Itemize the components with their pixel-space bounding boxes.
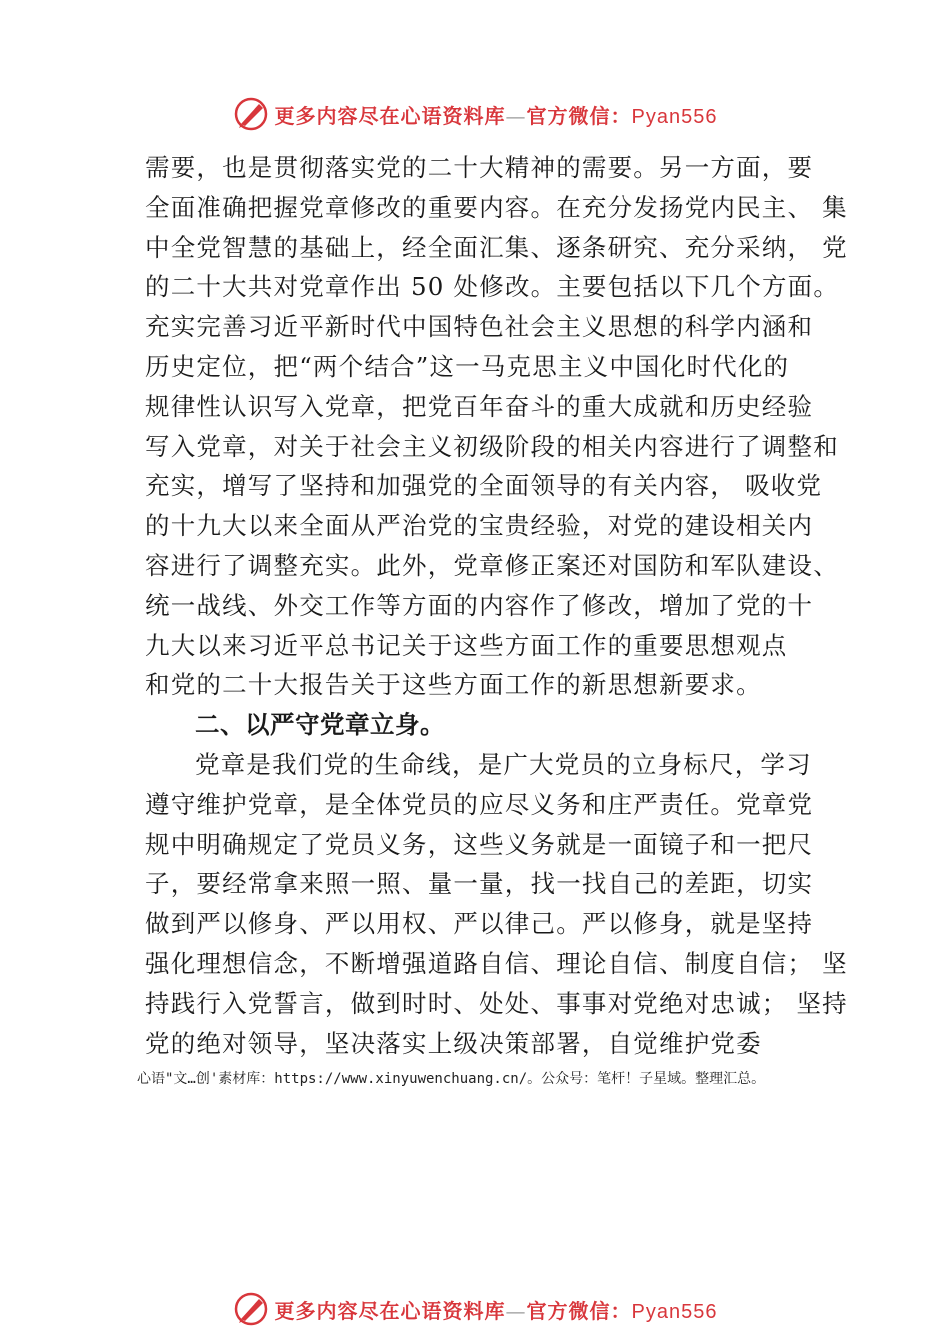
paragraph-line: 子，要经常拿来照一照、量一量，找一找自己的差距，切实 — [145, 869, 814, 899]
paragraph-line: 写入党章，对关于社会主义初级阶段的相关内容进行了调整和 — [145, 431, 839, 461]
paragraph-line: 历史定位，把“两个结合”这一马克思主义中国化时代化的 — [145, 351, 790, 381]
paragraph-line: 全面准确把握党章修改的重要内容。在充分发扬党内民主、 集 — [145, 192, 848, 222]
paragraph-line: 遵守维护党章，是全体党员的应尽义务和庄严责任。党章党 — [145, 789, 814, 819]
banner-wechat-id: Pyan556 — [631, 1300, 718, 1323]
paragraph-line: 持践行入党誓言，做到时时、处处、事事对党绝对忠诚； 坚持 — [145, 988, 848, 1018]
banner-dash: — — [505, 1298, 527, 1323]
paragraph-line: 党的绝对领导，坚决落实上级决策部署，自觉维护党委 — [145, 1028, 762, 1058]
paragraph-line: 党章是我们党的生命线，是广大党员的立身标尺，学习 — [195, 749, 812, 779]
paragraph-line: 统一战线、外交工作等方面的内容作了修改，增加了党的十 — [145, 590, 814, 620]
paragraph-line: 容进行了调整充实。此外，党章修正案还对国防和军队建设、 — [145, 550, 839, 580]
banner-text — [275, 1295, 718, 1324]
paragraph-line: 做到严以修身、严以用权、严以律己。严以修身，就是坚持 — [145, 909, 814, 939]
paragraph-line: 中全党智慧的基础上，经全面汇集、逐条研究、充分采纳， 党 — [145, 232, 848, 262]
header-banner — [0, 94, 950, 134]
banner-wechat-id: Pyan556 — [631, 105, 718, 128]
paragraph-line: 规中明确规定了党员义务，这些义务就是一面镜子和一把尺 — [145, 829, 814, 859]
footnote: 心语"文…创'素材库：https://www.xinyuwenchuang.cn/。公众号：笔杆！子星域。整理汇总。 — [137, 1071, 766, 1087]
paragraph-line: 九大以来习近平总书记关于这些方面工作的重要思想观点 — [145, 630, 788, 660]
section-heading: 二、以严守党章立身。 — [195, 710, 445, 740]
paragraph-line: 充实，增写了坚持和加强党的全面领导的有关内容， 吸收党 — [145, 471, 823, 501]
paragraph-line: 规律性认识写入党章，把党百年奋斗的重大成就和历史经验 — [145, 391, 814, 421]
banner-dash: — — [505, 103, 527, 128]
banner-wechat-label: 官方微信： — [526, 103, 632, 128]
paragraph-line: 的十九大以来全面从严治党的宝贵经验，对党的建设相关内 — [145, 511, 814, 541]
paragraph-line: 强化理想信念，不断增强道路自信、理论自信、制度自信； 坚 — [145, 948, 848, 978]
footer-banner — [0, 1289, 950, 1329]
banner-brand: 更多内容尽在心语资料库 — [274, 1298, 506, 1323]
paragraph-line: 的二十大共对党章作出 50 处修改。主要包括以下几个方面。 — [145, 272, 840, 302]
banner-brand: 更多内容尽在心语资料库 — [274, 103, 506, 128]
paragraph-line: 充实完善习近平新时代中国特色社会主义思想的科学内涵和 — [145, 312, 814, 342]
banner-wechat-label: 官方微信： — [526, 1298, 632, 1323]
banner-text — [275, 100, 718, 129]
pen-logo-icon — [233, 96, 269, 132]
document-body — [145, 148, 848, 1063]
paragraph-line: 和党的二十大报告关于这些方面工作的新思想新要求。 — [145, 670, 762, 700]
pen-logo-icon — [233, 1291, 269, 1327]
paragraph-line: 需要，也是贯彻落实党的二十大精神的需要。另一方面，要 — [145, 153, 814, 182]
